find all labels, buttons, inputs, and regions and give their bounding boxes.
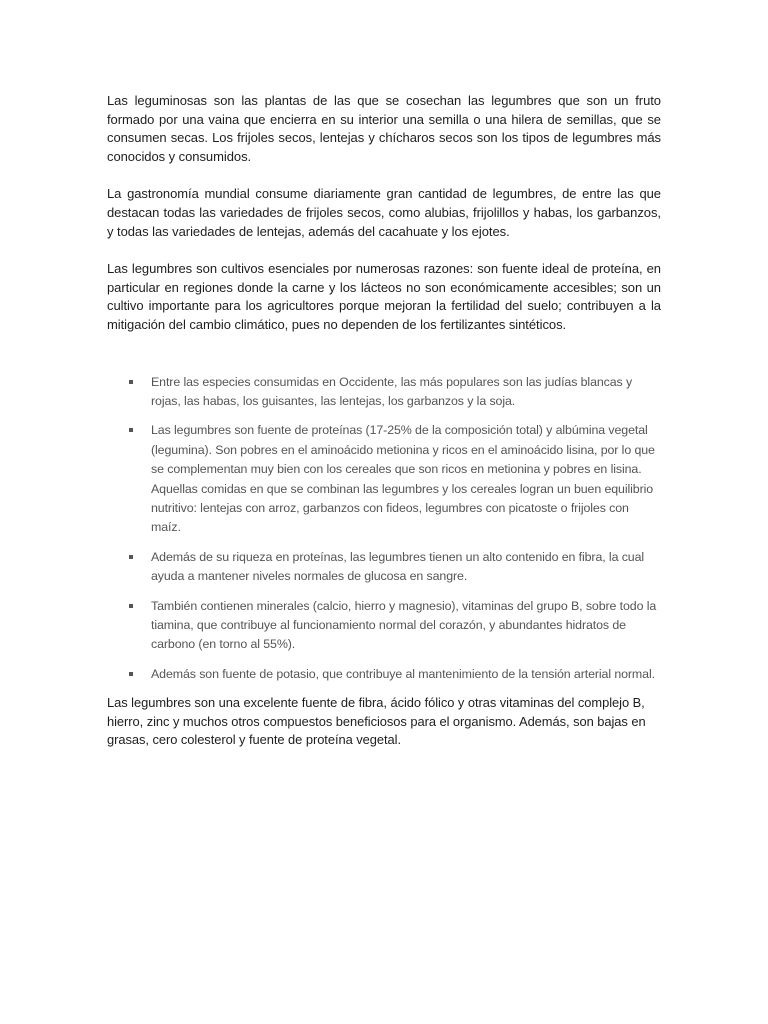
list-item (107, 548, 661, 587)
list-item (107, 597, 661, 655)
list-item-text: Entre las especies consumidas en Occidente, las más populares son las judías blancas y rojas, las habas, los guisantes, las lentejas, los garbanzos y la soja. (151, 374, 633, 408)
square-bullet-icon (129, 604, 133, 608)
closing-paragraph: Las legumbres son una excelente fuente de fibra, ácido fólico y otras vitaminas del complejo B, hierro, zinc y muchos otros compuestos beneficiosos para el organismo. Además, son bajas en grasas, cero colesterol y fuente de proteína vegetal. (107, 695, 646, 748)
document-body (107, 92, 661, 750)
square-bullet-icon (129, 428, 133, 432)
intro-paragraph: Las leguminosas son las plantas de las que se cosechan las legumbres que son un fruto formado por una vaina que encierra en su interior una semilla o una hilera de semillas, que se consumen secas. Los frijoles secos, lentejas y chícharos secos son los tipos de legumbres más conocidos y consumidos. (107, 93, 661, 164)
square-bullet-icon (129, 672, 133, 676)
benefits-bullet-list (107, 373, 661, 685)
gastronomy-paragraph: La gastronomía mundial consume diariamente gran cantidad de legumbres, de entre las que destacan todas las variedades de frijoles secos, como alubias, frijolillos y habas, los garbanzos, y todas las variedades de lentejas, además del cacahuate y los ejotes. (107, 186, 661, 239)
list-item-text: Además de su riqueza en proteínas, las legumbres tienen un alto contenido en fibra, la cual ayuda a mantener niveles normales de glucosa en sangre. (151, 549, 645, 584)
importance-paragraph: Las legumbres son cultivos esenciales por numerosas razones: son fuente ideal de proteína, en particular en regiones donde la carne y los lácteos no son económicamente accesibles; son un cultivo importante para los agricultores porque mejoran la fertilidad del suelo; contribuyen a la mitigación del cambio climático, pues no dependen de los fertilizantes sintéticos. (107, 261, 661, 332)
square-bullet-icon (129, 380, 133, 384)
list-item (107, 421, 661, 537)
square-bullet-icon (129, 555, 133, 559)
list-item-text: Además son fuente de potasio, que contribuye al mantenimiento de la tensión arterial normal. (151, 666, 655, 681)
list-item (107, 373, 661, 412)
list-item-text: Las legumbres son fuente de proteínas (17-25% de la composición total) y albúmina vegetal (legumina). Son pobres en el aminoácido metionina y ricos en el aminoácido lisina, por lo que se complementan muy bien con los cereales que son ricos en metionina y pobres en lisina. Aquellas comidas en que se combinan las legumbres y los cereales logran un buen equilibrio nutritivo: lentejas con arroz, garbanzos con fideos, legumbres con picatoste o frijoles con maíz. (151, 423, 655, 535)
list-item-text: También contienen minerales (calcio, hierro y magnesio), vitaminas del grupo B, sobre todo la tiamina, que contribuye al funcionamiento normal del corazón, y abundantes hidratos de carbono (en torno al 55%). (151, 598, 657, 652)
list-item (107, 665, 661, 684)
